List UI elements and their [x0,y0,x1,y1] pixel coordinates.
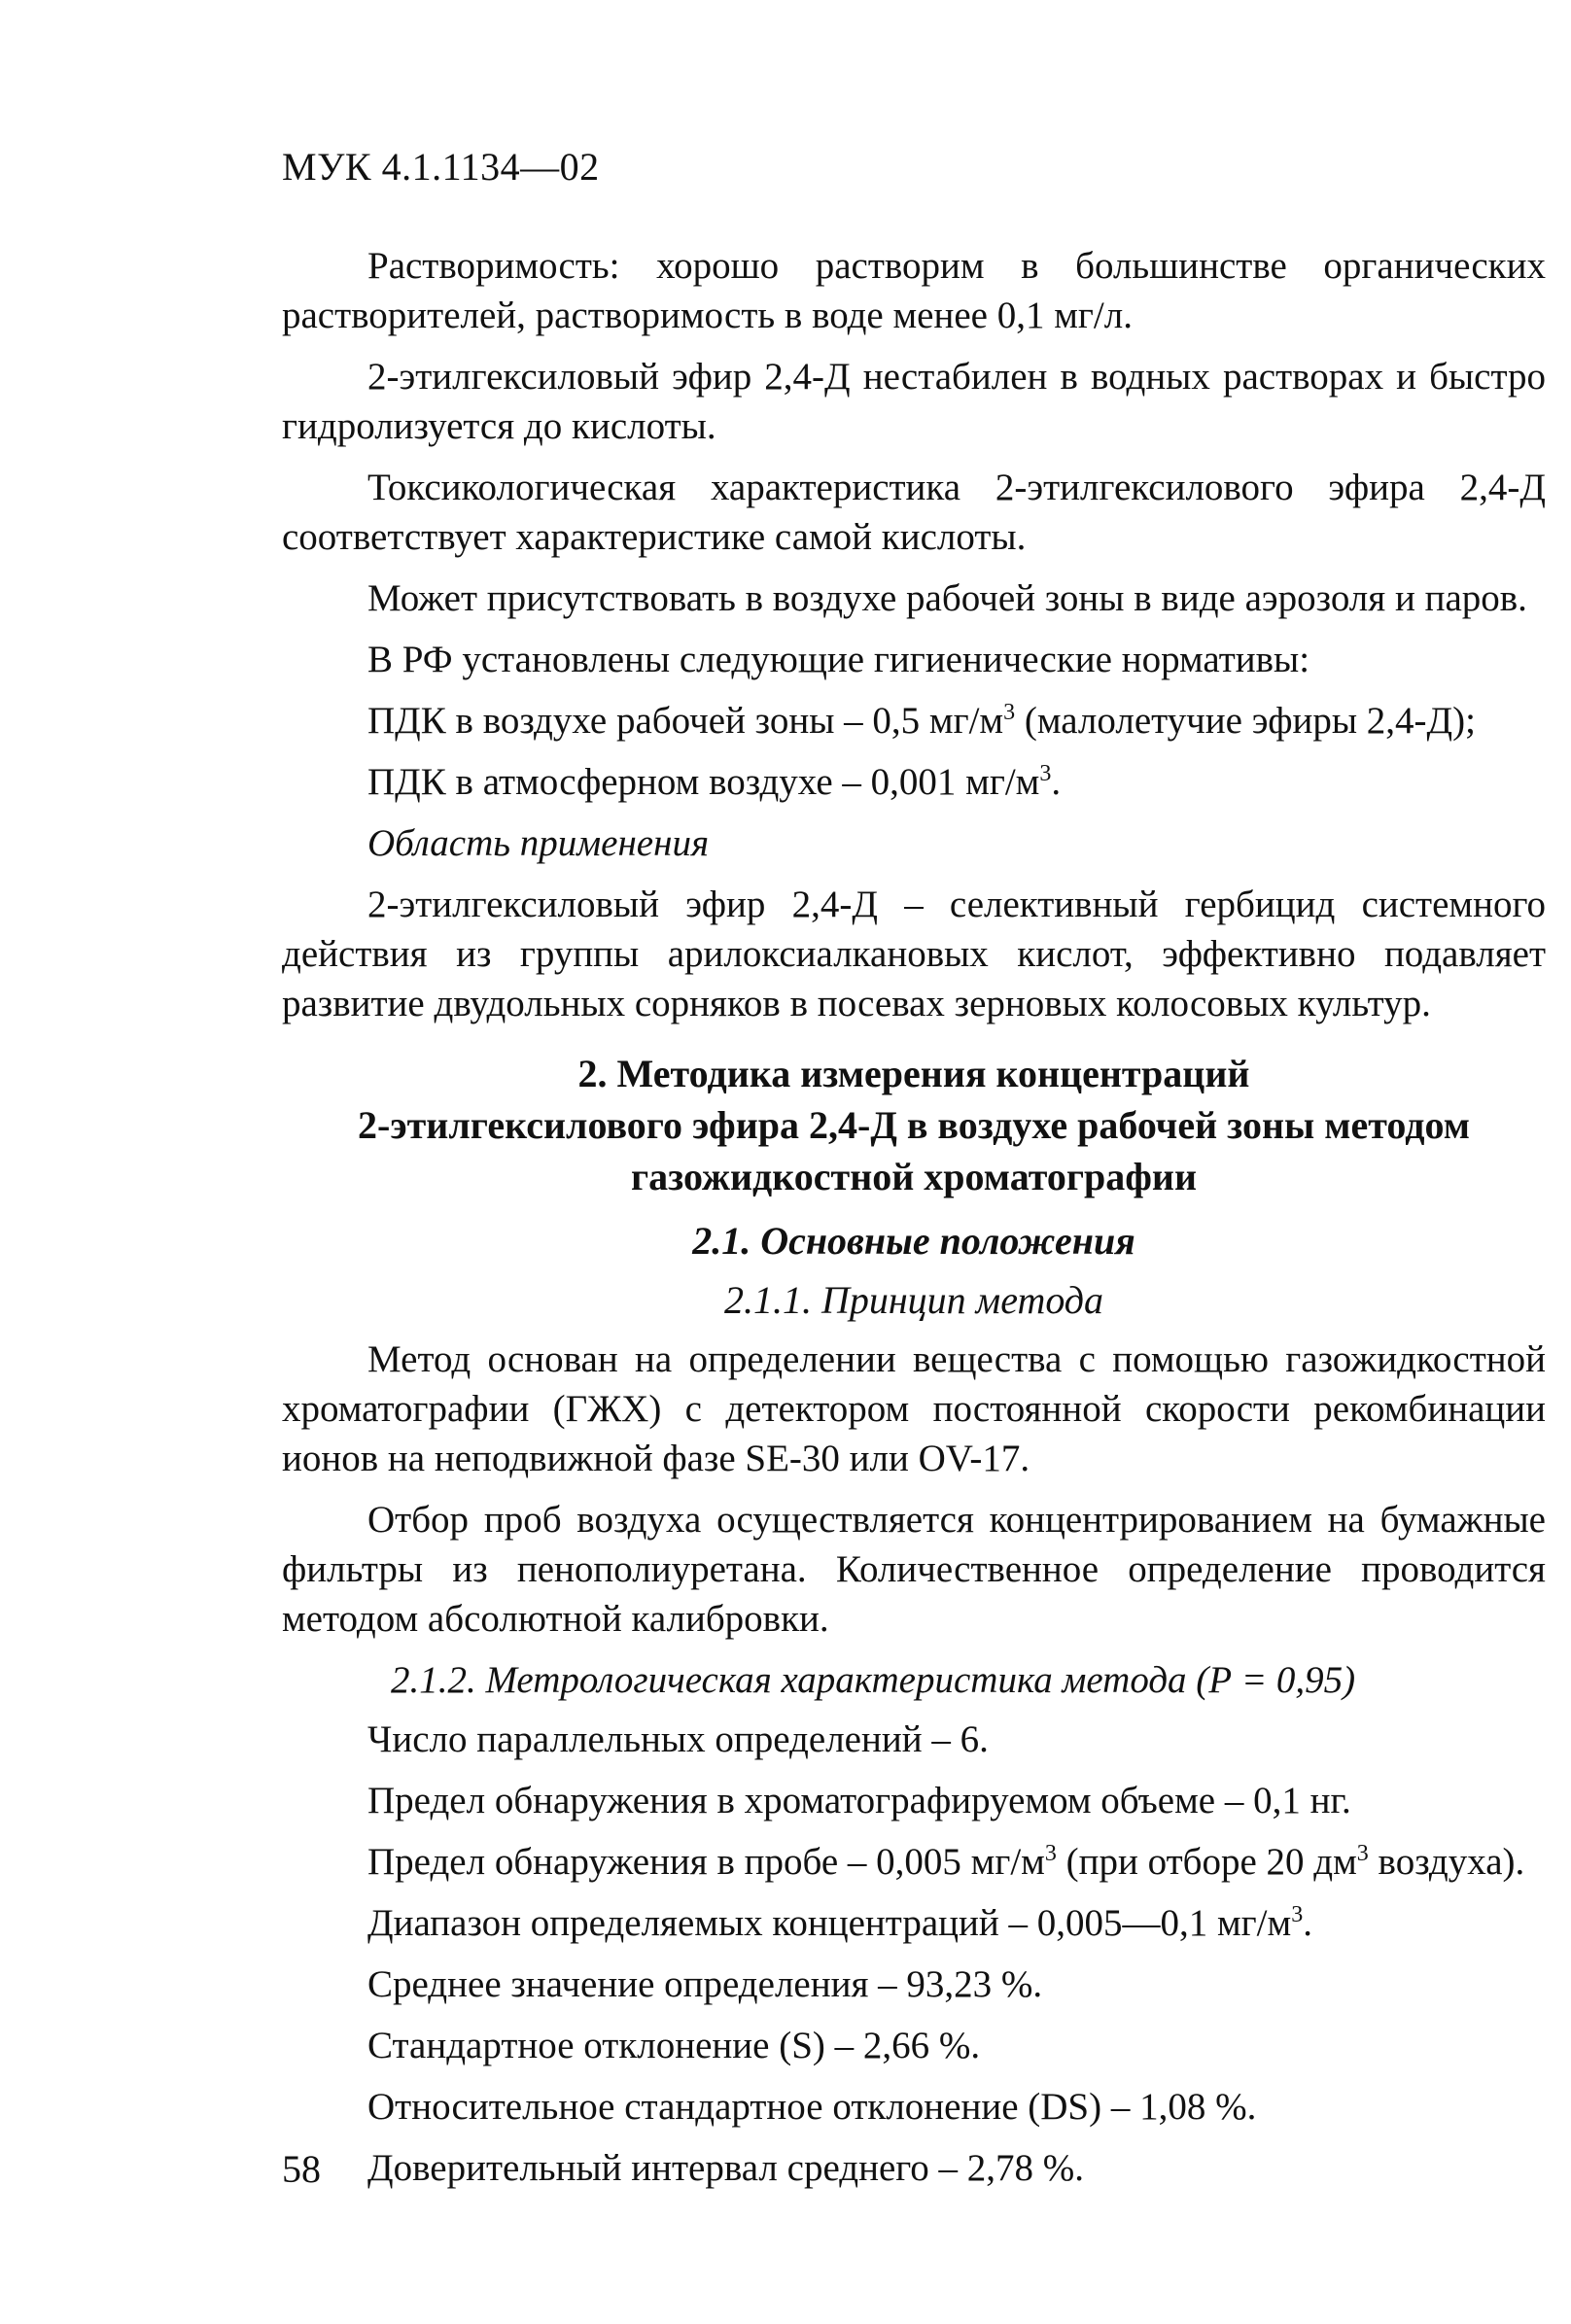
metro-detect-sample-end: воздуха). [1368,1841,1525,1883]
metro-range-text: Диапазон определяемых концентраций – 0,005—0,1 мг/м [367,1902,1292,1944]
metro-detect-volume: Предел обнаружения в хроматографируемом объеме – 0,1 нг. [367,1780,1351,1821]
paragraph-toxicology: Токсикологическая характеристика 2-этилгексилового эфира 2,4-Д соответствует характеристике самой кислоты. [282,467,1546,558]
paragraph-principle-1: Метод основан на определении вещества с помощью газожидкостной хроматографии (ГЖХ) с детектором постоянной скорости рекомбинации ионов на неподвижной фазе SE-30 или OV-17. [282,1338,1546,1479]
section-2-heading-line-1: 2. Методика измерения концентраций [577,1052,1250,1095]
subsection-2-1-2-title: 2.1.2. Метрологическая характеристика метода (Р = 0,95) [391,1659,1356,1701]
superscript: 3 [1003,700,1016,725]
paragraph-area: 2-этилгексиловый эфир 2,4-Д – селективный гербицид системного действия из группы арилоксиалкановых кислот, эффективно подавляет развитие двудольных сорняков в посевах зерновых колосовых культур. [282,884,1546,1024]
norm-pdk-work-zone [282,696,1546,746]
document-body [282,241,1546,2204]
metro-confidence: Доверительный интервал среднего – 2,78 %. [367,2147,1085,2189]
norm-pdk-atm-end: . [1051,761,1062,803]
paragraph-presence: Может присутствовать в воздухе рабочей зоны в виде аэрозоля и паров. [367,577,1527,619]
paragraph-solubility: Растворимость: хорошо растворим в большинстве органических растворителей, растворимость в воде менее 0,1 мг/л. [282,245,1546,336]
metro-range-end: . [1303,1902,1312,1944]
superscript: 3 [1291,1902,1304,1927]
section-2-heading-line-3: газожидкостной хроматографии [630,1155,1198,1198]
superscript: 3 [1044,1841,1057,1866]
norm-pdk-work-text: ПДК в воздухе рабочей зоны – 0,5 мг/м [367,700,1004,742]
document-code-header: МУК 4.1.1134—02 [282,145,600,189]
paragraph-norms-intro: В РФ установлены следующие гигиенические нормативы: [367,639,1310,680]
subsection-2-1-title: 2.1. Основные положения [692,1219,1135,1263]
metro-parallel: Число параллельных определений – 6. [367,1718,989,1760]
paragraph-stability: 2-этилгексиловый эфир 2,4-Д нестабилен в водных растворах и быстро гидролизуется до кислоты. [282,356,1546,447]
superscript: 3 [1039,761,1052,786]
metro-detect-sample-text: Предел обнаружения в пробе – 0,005 мг/м [367,1841,1045,1883]
superscript: 3 [1356,1841,1369,1866]
metro-std: Стандартное отклонение (S) – 2,66 %. [367,2025,981,2066]
paragraph-principle-2: Отбор проб воздуха осуществляется концентрированием на бумажные фильтры из пенополиуретана. Количественное определение проводится методом абсолютной калибровки. [282,1499,1546,1640]
page-number: 58 [282,2147,321,2191]
section-2-heading [282,1048,1546,1202]
metro-detect-sample-note: (при отборе 20 дм [1056,1841,1357,1883]
subsection-2-1-1-title: 2.1.1. Принцип метода [723,1278,1104,1322]
norm-pdk-atm-text: ПДК в атмосферном воздухе – 0,001 мг/м [367,761,1040,803]
section-title-area: Область применения [367,822,710,864]
metro-mean: Среднее значение определения – 93,23 %. [367,1963,1043,2005]
section-2-heading-line-2: 2-этилгексилового эфира 2,4-Д в воздухе рабочей зоны методом [358,1103,1470,1147]
metro-detect-sample [282,1837,1546,1887]
norm-pdk-atmosphere [282,757,1546,807]
metro-range [282,1898,1546,1948]
metro-rel-std: Относительное стандартное отклонение (DS) – 1,08 %. [367,2086,1257,2128]
norm-pdk-work-note: (малолетучие эфиры 2,4-Д); [1015,700,1476,742]
